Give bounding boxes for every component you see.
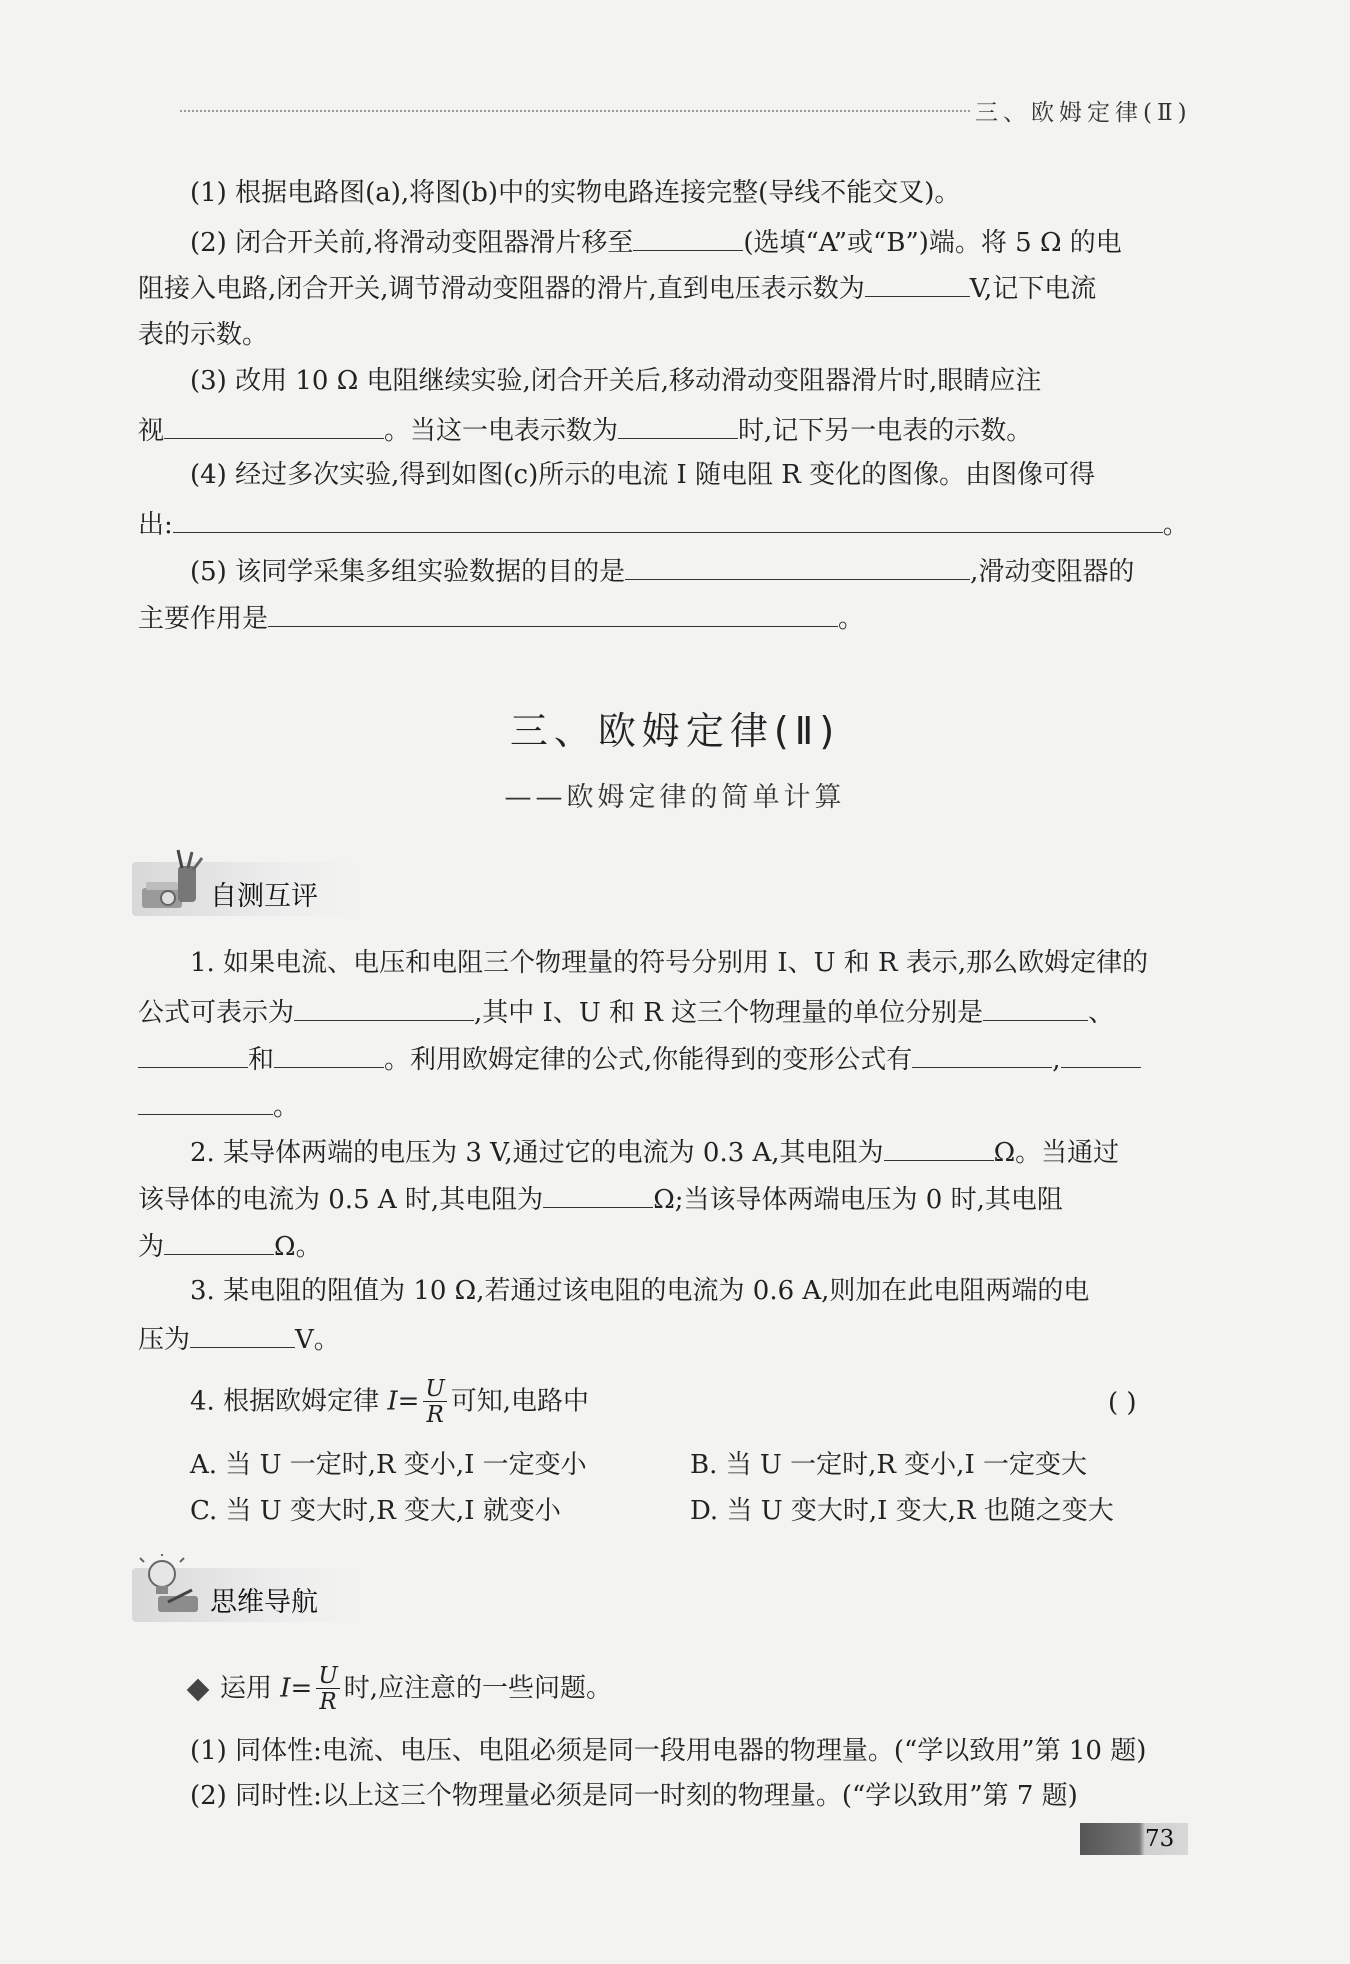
q1-blank-variant-1[interactable] — [912, 1041, 1052, 1068]
q2-text-b: (选填“A”或“B”)端。将 5 Ω 的电 — [743, 228, 1122, 258]
q1-text-h: 。 — [273, 1092, 300, 1122]
nav-formula-fraction — [316, 1665, 339, 1714]
q4-text-b: 出: — [138, 510, 173, 540]
question-2-line-1 — [190, 224, 1122, 260]
q2s-text-c: 该导体的电流为 0.5 A 时,其电阻为 — [138, 1185, 544, 1215]
question-1: (1) 根据电路图(a),将图(b)中的实物电路连接完整(导线不能交叉)。 — [190, 178, 961, 208]
q2-text-a: (2) 闭合开关前,将滑动变阻器滑片移至 — [190, 228, 634, 258]
question-3-line-1: (3) 改用 10 Ω 电阻继续实验,闭合开关后,移动滑动变阻器滑片时,眼睛应注 — [190, 366, 1042, 396]
question-4-line-1: (4) 经过多次实验,得到如图(c)所示的电流 I 随电阻 R 变化的图像。由图像可得 — [190, 460, 1096, 490]
q4-blank-conclusion[interactable] — [173, 506, 1163, 533]
q3-blank-meter[interactable] — [164, 412, 384, 439]
self-test-q2-line-1 — [190, 1134, 1119, 1170]
q5-text-a: (5) 该同学采集多组实验数据的目的是 — [190, 557, 626, 587]
nav-formula-lhs: I= — [280, 1673, 313, 1704]
q3-text-b: 视 — [138, 416, 165, 446]
option-c[interactable]: C. 当 U 变大时,R 变大,I 就变小 — [190, 1496, 561, 1526]
q4-text-c: 。 — [1162, 510, 1189, 540]
q1-blank-unit-i[interactable] — [983, 994, 1088, 1021]
q1-blank-variant-2a[interactable] — [1061, 1041, 1141, 1068]
q2s-blank-r3[interactable] — [164, 1228, 274, 1255]
nav-intro — [190, 1665, 612, 1714]
q4s-formula-den: R — [426, 1402, 444, 1428]
q1-text-c: ,其中 I、U 和 R 这三个物理量的单位分别是 — [474, 998, 984, 1028]
header-dotted-rule — [180, 110, 970, 112]
question-4-line-2 — [138, 506, 1189, 542]
question-5-line-1 — [190, 553, 1134, 589]
q4s-text-a: 4. 根据欧姆定律 — [190, 1386, 380, 1417]
q2-blank-voltage[interactable] — [865, 270, 970, 297]
q5-text-d: 。 — [838, 604, 865, 634]
question-3-line-2 — [138, 412, 1032, 448]
q1-blank-formula[interactable] — [294, 994, 474, 1021]
q5-text-b: ,滑动变阻器的 — [970, 557, 1135, 587]
q5-blank-purpose[interactable] — [625, 553, 970, 580]
q5-blank-role[interactable] — [268, 600, 838, 627]
self-test-q1-line-4 — [138, 1088, 299, 1124]
self-test-q3-line-1: 3. 某电阻的阻值为 10 Ω,若通过该电阻的电流为 0.6 A,则加在此电阻两端的电 — [190, 1276, 1090, 1306]
q1-text-b: 公式可表示为 — [138, 998, 295, 1028]
question-2-line-3: 表的示数。 — [138, 320, 269, 350]
nav-item-2: (2) 同时性:以上这三个物理量必须是同一时刻的物理量。(“学以致用”第 7 题) — [190, 1781, 1078, 1811]
q2-text-c: 阻接入电路,闭合开关,调节滑动变阻器的滑片,直到电压表示数为 — [138, 274, 865, 304]
q4s-formula-fraction — [423, 1378, 446, 1427]
nav-intro-b: 时,应注意的一些问题。 — [343, 1673, 612, 1704]
nav-item-1: (1) 同体性:电流、电压、电阻必须是同一段用电器的物理量。(“学以致用”第 10 题) — [190, 1736, 1147, 1766]
q1-blank-variant-2b[interactable] — [138, 1088, 273, 1115]
q2s-blank-r2[interactable] — [543, 1181, 653, 1208]
q3s-text-b: 压为 — [138, 1325, 191, 1355]
nav-formula-num: U — [318, 1663, 338, 1689]
self-test-q3-line-2 — [138, 1321, 340, 1357]
option-a[interactable]: A. 当 U 一定时,R 变小,I 一定变小 — [190, 1450, 587, 1480]
q2s-text-a: 2. 某导体两端的电压为 3 V,通过它的电流为 0.3 A,其电阻为 — [190, 1138, 884, 1168]
q2s-text-e: 为 — [138, 1232, 165, 1262]
q2s-text-f: Ω。 — [274, 1232, 322, 1262]
self-test-q2-line-2 — [138, 1181, 1063, 1217]
q1-blank-unit-r[interactable] — [274, 1041, 384, 1068]
page-number: 73 — [1145, 1826, 1175, 1852]
q1-text-g: , — [1052, 1045, 1061, 1075]
q2s-blank-r1[interactable] — [884, 1134, 994, 1161]
option-d[interactable]: D. 当 U 变大时,I 变大,R 也随之变大 — [690, 1496, 1114, 1526]
pencil-cup-icon — [138, 848, 208, 914]
q3s-text-c: V。 — [295, 1325, 340, 1355]
q2-blank-end[interactable] — [633, 224, 743, 251]
section-subtitle: ——欧姆定律的简单计算 — [504, 782, 846, 813]
lightbulb-icon — [138, 1554, 208, 1620]
self-test-q1-line-2 — [138, 994, 1114, 1030]
q3-text-d: 时,记下另一电表的示数。 — [738, 416, 1033, 446]
self-test-q4-stem — [190, 1378, 589, 1427]
nav-intro-a: 运用 — [220, 1673, 273, 1704]
q3s-blank-voltage[interactable] — [190, 1321, 295, 1348]
running-header-title: 三、欧姆定律(Ⅱ) — [975, 100, 1192, 126]
question-2-line-2 — [138, 270, 1096, 306]
q2-text-d: V,记下电流 — [969, 274, 1097, 304]
q2s-text-b: Ω。当通过 — [993, 1138, 1120, 1168]
q4s-formula-num: U — [425, 1376, 445, 1402]
q4s-formula-lhs: I= — [387, 1386, 420, 1417]
thinking-nav-banner — [132, 1568, 362, 1622]
q3-text-c: 。当这一电表示数为 — [384, 416, 619, 446]
self-test-q1-line-1: 1. 如果电流、电压和电阻三个物理量的符号分别用 I、U 和 R 表示,那么欧姆定律的 — [190, 948, 1149, 978]
section-title: 三、欧姆定律(Ⅱ) — [509, 709, 841, 753]
self-test-q2-line-3 — [138, 1228, 322, 1264]
self-test-q1-line-3 — [138, 1041, 1141, 1077]
q1-text-d: 、 — [1088, 998, 1115, 1028]
self-test-label: 自测互评 — [210, 881, 318, 912]
answer-parentheses[interactable]: ( ) — [1108, 1388, 1137, 1418]
diamond-bullet-icon — [187, 1678, 210, 1701]
nav-formula-den: R — [319, 1689, 337, 1715]
q1-text-f: 。利用欧姆定律的公式,你能得到的变形公式有 — [384, 1045, 913, 1075]
q5-text-c: 主要作用是 — [138, 604, 269, 634]
option-b[interactable]: B. 当 U 一定时,R 变小,I 一定变大 — [690, 1450, 1087, 1480]
q3-blank-reading[interactable] — [618, 412, 738, 439]
q4s-text-b: 可知,电路中 — [450, 1386, 590, 1417]
q2s-text-d: Ω;当该导体两端电压为 0 时,其电阻 — [653, 1185, 1063, 1215]
q1-text-e: 和 — [248, 1045, 275, 1075]
self-test-banner — [132, 862, 362, 916]
question-5-line-2 — [138, 600, 864, 636]
q1-blank-unit-u[interactable] — [138, 1041, 248, 1068]
thinking-nav-label: 思维导航 — [210, 1587, 318, 1618]
